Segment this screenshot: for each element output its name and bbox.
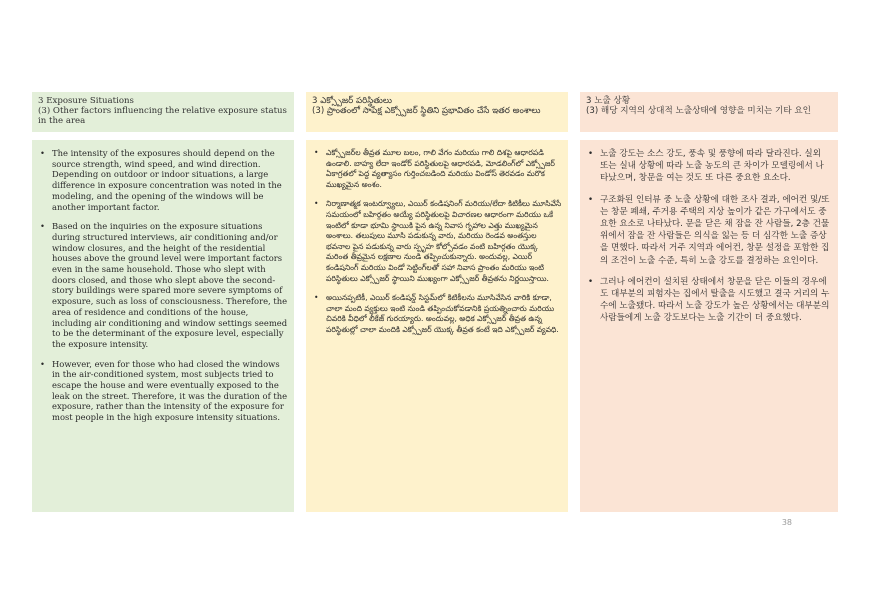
list-item-text: 구조화된 인터뷰 중 노출 상황에 대한 조사 결과, 에어컨 및/또는 창문 폐쇄, 주거용 주택의 지상 높이가 같은 가구에서도 중요한 요소로 나타났다. 문을 닫은 채 잠을 잔 사람들, 2층 건물 위에서 잠을 잔 사람들은 의식을 잃는 등 더 심각한 노출 증상을 면했다. 따라서 거주 지역과 에어컨, 창문 설정을 포함한 집의 조건이 노출 수준, 특히 노출 강도를 결정하는 요인이다. bbox=[600, 194, 830, 266]
bullet-icon: • bbox=[40, 358, 45, 369]
english-heading bbox=[32, 92, 294, 132]
bullet-icon: • bbox=[314, 293, 319, 303]
list-item-text: The intensity of the exposures should depend on the source strength, wind speed, and wind direction. Depending on outdoor or indoor situations, a large difference in exposure concentration was noted in the modeling, and the opening of the windows will be another important factor. bbox=[52, 148, 282, 212]
bullet-icon: • bbox=[588, 149, 594, 159]
english-column bbox=[32, 92, 294, 512]
list-item-text: 노출 강도는 소스 강도, 풍속 및 풍향에 따라 달라진다. 실외 또는 실내 상황에 따라 노출 농도의 큰 차이가 모델링에서 나타났으며, 창문을 여는 것도 또 다른 중요한 요소다. bbox=[600, 149, 824, 184]
telugu-heading-subtitle: (3) ప్రాంతంలో సాపేక్ష ఎక్స్పోజర్ స్థితిని ప్రభావితం చేసే ఇతర అంశాలు bbox=[312, 106, 541, 116]
korean-bullet-list bbox=[586, 148, 832, 325]
list-item bbox=[586, 194, 832, 267]
list-item bbox=[586, 276, 832, 325]
telugu-heading bbox=[306, 92, 568, 132]
english-heading-title: 3 Exposure Situations bbox=[38, 96, 134, 106]
bullet-icon: • bbox=[314, 148, 319, 157]
list-item-text: నిర్మాణాత్మక ఇంటర్వ్యూలు, ఎయిర్ కండిషనింగ్ మరియు/లేదా కిటికీలు మూసివేసే సమయంలో బహిర్గతం అయ్యే పరిస్థితులపై విచారణల ఆధారంగా మరియు ఒకే ఇంటిలో కూడా భూమి స్థాయికి పైన ఉన్న నివాస గృహాల ఎత్తు ముఖ్యమైన అంశాలు. తలుపులు మూసి పడుకున్న వారు, మరియు రెండవ అంతస్తుల భవనాల పైన పడుకున్న వారు స్పృహ కోల్పోవడం వంటి బహిర్గతం యొక్క మరింత తీవ్రమైన లక్షణాల నుండి తప్పించుకున్నారు. అందువల్ల, ఎయిర్ కండిషనింగ్ మరియు విండో సెట్టింగ్‌లతో సహా నివాస ప్రాంతం మరియు ఇంటి పరిస్థితులు ఎక్స్పోజర్ స్థాయిని ముఖ్యంగా ఎక్స్పోజర్ తీవ్రతను నిర్ణయిస్తాయి. bbox=[326, 199, 562, 283]
korean-body bbox=[580, 140, 838, 512]
list-item bbox=[38, 359, 288, 423]
list-item bbox=[38, 221, 288, 349]
telugu-bullet-list bbox=[312, 148, 562, 336]
telugu-heading-title: 3 ఎక్స్పోజర్ పరిస్థితులు bbox=[312, 96, 392, 106]
bullet-icon: • bbox=[40, 148, 45, 158]
page-number: 38 bbox=[781, 518, 792, 527]
english-body bbox=[32, 140, 294, 512]
list-item bbox=[312, 199, 562, 284]
korean-heading-title: 3 노출 상황 bbox=[586, 96, 631, 106]
bullet-icon: • bbox=[40, 221, 45, 232]
list-item-text: However, even for those who had closed the windows in the air-conditioned system, most subjects tried to escape the house and were eventually exposed to the leak on the street. Therefore, it was the duration of the exposure, rather than the intensity of the exposure for most people in the high exposure intensity situations. bbox=[52, 358, 288, 423]
english-bullet-list bbox=[38, 148, 288, 423]
list-item-text: అయినప్పటికీ, ఎయిర్ కండిషన్డ్ సిస్టమ్‌లో కిటికీలను మూసివేసిన వారికి కూడా, చాలా మంది వ్యక్తులు ఇంటి నుండి తప్పించుకోవడానికి ప్రయత్నించారు మరియు చివరికి వీధిలో లీకేజ్ గురయ్యారు. అందువల్ల, అధిక ఎక్స్పోజర్ తీవ్రత ఉన్న పరిస్థితుల్లో చాలా మందికి ఎక్స్పోజర్ యొక్క తీవ్రత కంటే ఇది ఎక్స్పోజర్ వ్యవధి. bbox=[326, 293, 559, 334]
list-item bbox=[312, 293, 562, 335]
list-item-text: 그러나 에어컨이 설치된 상태에서 창문을 닫은 이들의 경우에도 대부분의 피험자는 집에서 탈출을 시도했고 결국 거리의 누수에 노출됐다. 따라서 노출 강도가 높은 상황에서는 대부분의 사람들에게 노출 강도보다는 노출 기간이 더 중요했다. bbox=[600, 276, 830, 324]
bullet-icon: • bbox=[314, 199, 319, 209]
korean-column bbox=[580, 92, 838, 512]
bullet-icon: • bbox=[588, 194, 594, 205]
korean-heading-subtitle: (3) 해당 지역의 상대적 노출상태에 영향을 미치는 기타 요인 bbox=[586, 106, 811, 116]
list-item bbox=[312, 148, 562, 190]
bullet-icon: • bbox=[588, 276, 594, 287]
english-heading-subtitle: (3) Other factors influencing the relative exposure status in the area bbox=[38, 106, 287, 126]
telugu-column bbox=[306, 92, 568, 512]
list-item-text: Based on the inquiries on the exposure situations during structured interviews, air conditioning and/or window closures, and the height of the residential houses above the ground level were important factors even in the same household. Those who slept with doors closed, and those who slept above the second-story buildings were spared more severe symptoms of exposure, such as loss of consciousness. Therefore, the area of residence and conditions of the house, including air conditioning and window settings seemed to be the determinant of the exposure level, especially the exposure intensity. bbox=[52, 221, 288, 349]
telugu-body bbox=[306, 140, 568, 512]
list-item bbox=[38, 148, 288, 212]
list-item bbox=[586, 148, 832, 185]
korean-heading bbox=[580, 92, 838, 132]
list-item-text: ఎక్స్పోజర్‌ల తీవ్రత మూల బలం, గాలి వేగం మరియు గాలి దిశపై ఆధారపడి ఉండాలి. బాహ్య లేదా ఇండోర్ పరిస్థితులపై ఆధారపడి, మోడలింగ్‌లో ఎక్స్పోజర్ ఏకాగ్రతలో పెద్ద వ్యత్యాసం గుర్తించబడింది మరియు విండోస్ తెరవడం మరొక ముఖ్యమైన అంశం. bbox=[326, 148, 555, 189]
